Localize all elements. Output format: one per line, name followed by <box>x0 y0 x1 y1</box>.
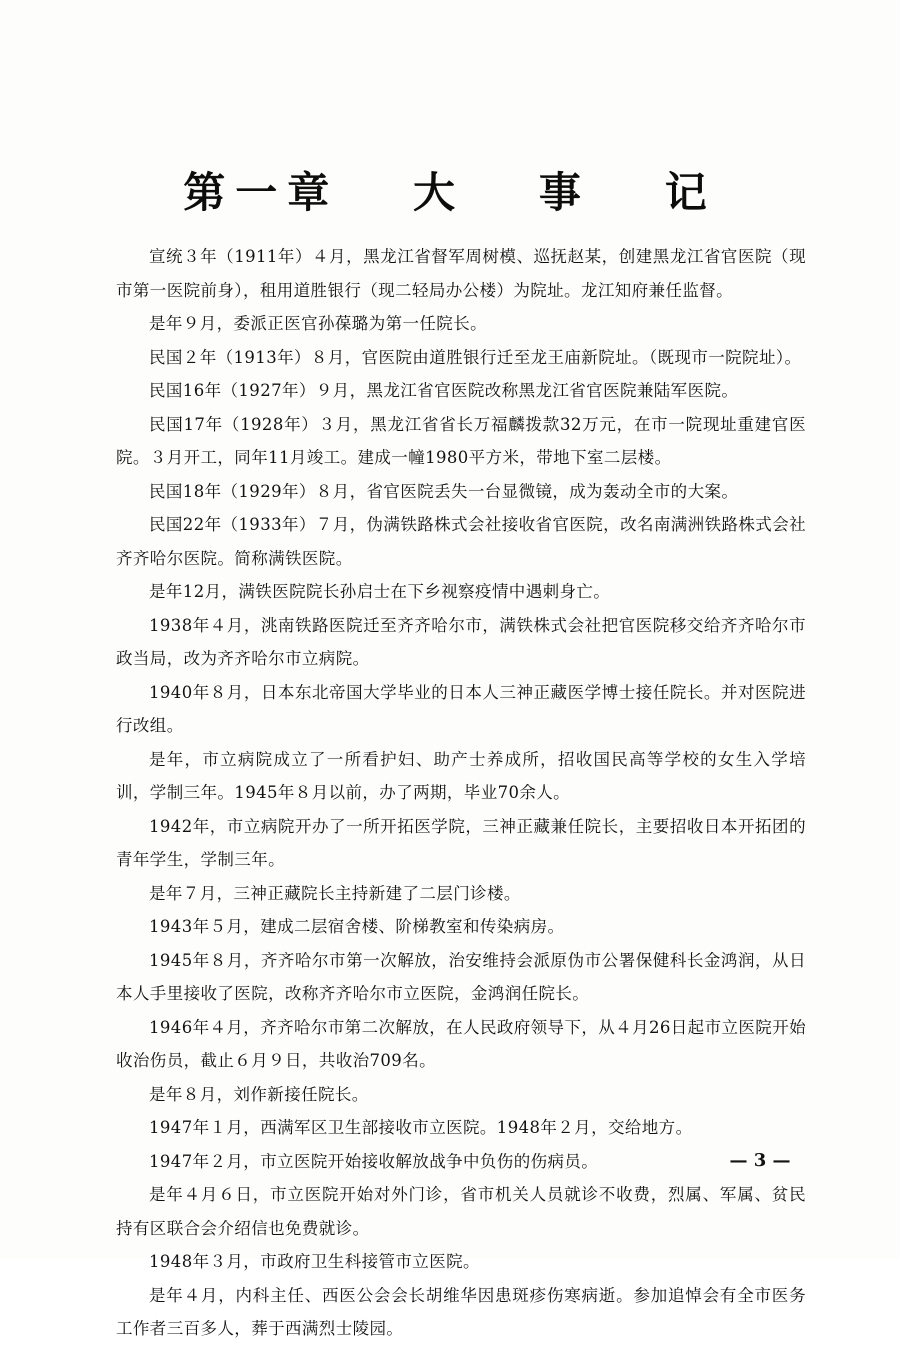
chronicle-entry: 是年４月６日，市立医院开始对外门诊，省市机关人员就诊不收费，烈属、军属、贫民持有区联合会介绍信也免费就诊。 <box>116 1185 806 1238</box>
chronicle-entry: 1945年８月，齐齐哈尔市第一次解放，治安维持会派原伪市公署保健科长金鸿润，从日本人手里接收了医院，改称齐齐哈尔市立医院，金鸿润任院长。 <box>116 950 806 1003</box>
page-number: — 3 — <box>729 1150 791 1171</box>
chronicle-entry: 1947年１月，西满军区卫生部接收市立医院。1948年２月，交给地方。 <box>149 1118 693 1137</box>
chronicle-entry: 宣统３年（1911年）４月，黑龙江省督军周树模、巡抚赵某，创建黑龙江省官医院（现市第一医院前身），租用道胜银行（现二轻局办公楼）为院址。龙江知府兼任监督。 <box>116 247 806 300</box>
chronicle-entry: 是年８月，刘作新接任院长。 <box>149 1084 369 1104</box>
chronicle-entry: 民国２年（1913年）８月，官医院由道胜银行迁至龙王庙新院址。（既现市一院院址）。 <box>149 347 802 367</box>
chronicle-entry: 1938年４月，洮南铁路医院迁至齐齐哈尔市，满铁株式会社把官医院移交给齐齐哈尔市政当局，改为齐齐哈尔市立病院。 <box>116 615 806 668</box>
chronicle-entry: 1948年３月，市政府卫生科接管市立医院。 <box>149 1252 480 1271</box>
chronicle-entry: 民国17年（1928年）３月，黑龙江省省长万福麟拨款32万元，在市一院现址重建官医院。３月开工，同年11月竣工。建成一幢1980平方米，带地下室二层楼。 <box>116 414 806 467</box>
chronicle-entry: 是年12月，满铁医院院长孙启士在下乡视察疫情中遇刺身亡。 <box>149 582 611 601</box>
chronicle-entry: 民国18年（1929年）８月，省官医院丢失一台显微镜，成为轰动全市的大案。 <box>149 481 739 501</box>
chronicle-entry: 1942年，市立病院开办了一所开拓医学院，三神正藏兼任院长，主要招收日本开拓团的青年学生，学制三年。 <box>116 816 806 869</box>
chronicle-body <box>116 240 806 1346</box>
chronicle-entry: 是年７月，三神正藏院长主持新建了二层门诊楼。 <box>149 883 521 903</box>
chronicle-entry: 是年９月，委派正医官孙葆璐为第一任院长。 <box>149 314 487 333</box>
chronicle-entry: 1946年４月，齐齐哈尔市第二次解放，在人民政府领导下，从４月26日起市立医院开始收治伤员，截止６月９日，共收治709名。 <box>116 1017 806 1070</box>
chronicle-entry: 是年４月，内科主任、西医公会会长胡维华因患斑疹伤寒病逝。参加追悼会有全市医务工作者三百多人，葬于西满烈士陵园。 <box>116 1285 806 1338</box>
chronicle-entry: 1943年５月，建成二层宿舍楼、阶梯教室和传染病房。 <box>149 917 565 936</box>
chronicle-entry: 1947年２月，市立医院开始接收解放战争中负伤的伤病员。 <box>149 1151 599 1171</box>
chronicle-entry: 1940年８月，日本东北帝国大学毕业的日本人三神正藏医学博士接任院长。并对医院进行改组。 <box>116 682 806 735</box>
chronicle-entry: 是年，市立病院成立了一所看护妇、助产士养成所，招收国民高等学校的女生入学培训，学制三年。1945年８月以前，办了两期，毕业70余人。 <box>116 749 806 802</box>
chronicle-entry: 民国16年（1927年）９月，黑龙江省官医院改称黑龙江省官医院兼陆军医院。 <box>149 381 739 400</box>
chronicle-entry: 民国22年（1933年）７月，伪满铁路株式会社接收省官医院，改名南满洲铁路株式会社齐齐哈尔医院。简称满铁医院。 <box>116 515 806 568</box>
chapter-title: 第一章 大 事 记 <box>183 168 717 217</box>
